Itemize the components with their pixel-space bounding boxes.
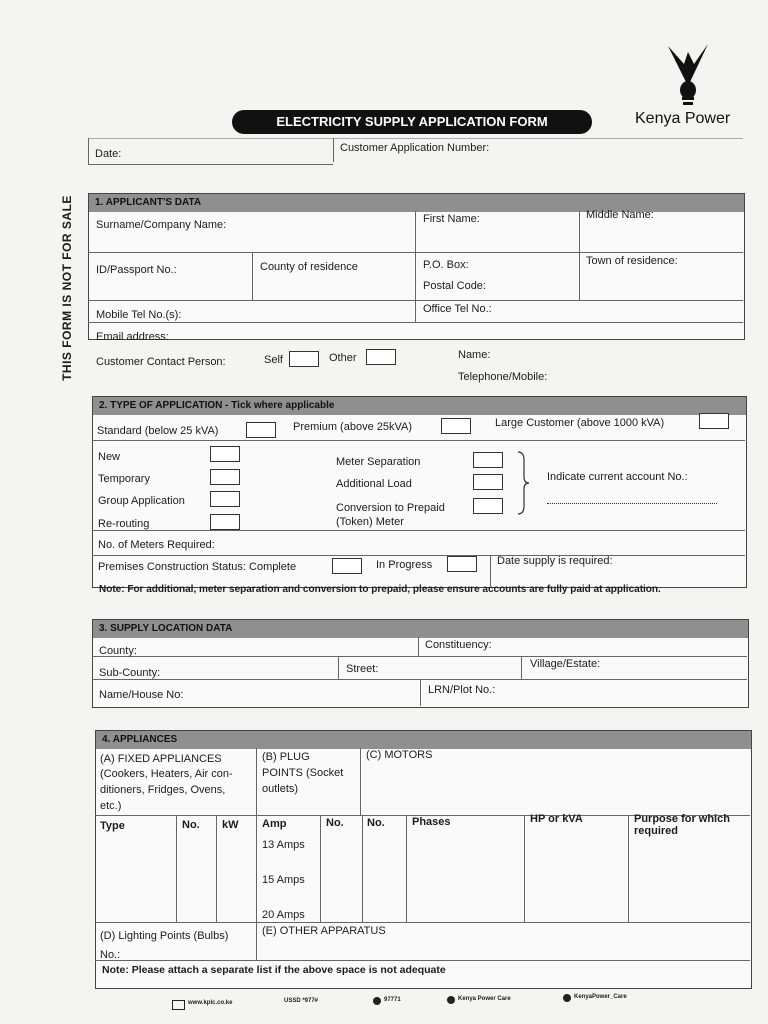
phone-icon [373,997,381,1005]
twitter-icon [563,994,571,1002]
rerouting-checkbox[interactable] [210,514,240,530]
construction-status-label: Premises Construction Status: Complete [98,561,297,573]
section-3-header: 3. SUPPLY LOCATION DATA [93,620,748,638]
other-apparatus-label: (E) OTHER APPARATUS [262,925,386,937]
application-number-label: Customer Application Number: [340,142,490,154]
office-tel-label: Office Tel No.: [423,303,492,315]
date-label: Date: [95,148,122,160]
id-passport-label: ID/Passport No.: [96,264,177,276]
lrn-plot-label: LRN/Plot No.: [428,684,496,696]
premium-checkbox[interactable] [441,418,471,434]
email-address-label: Email address: [96,331,169,343]
footer-twitter: KenyaPower_Care [574,994,627,1000]
type-column-header: Type [100,820,125,832]
group-application-checkbox[interactable] [210,491,240,507]
large-customer-checkbox[interactable] [699,413,729,429]
no-column-header: No. [182,819,200,831]
additional-load-label: Additional Load [336,478,412,490]
plug-no-column-header: No. [326,817,344,829]
po-box-label: P.O. Box: [423,259,469,271]
hp-kva-column-header: HP or kVA [530,813,583,825]
self-label: Self [264,354,283,366]
plug-points-desc-1: POINTS (Socket [262,767,344,779]
rerouting-label: Re-routing [98,518,150,530]
fixed-appliances-desc-2: ditioners, Fridges, Ovens, [100,784,226,796]
complete-checkbox[interactable] [332,558,362,574]
village-estate-label: Village/Estate: [530,658,601,670]
indicate-account-label: Indicate current account No.: [547,471,688,483]
town-of-residence-label: Town of residence: [586,255,678,267]
plug-points-desc-2: outlets) [262,783,299,795]
footer-website: www.kplc.co.ke [188,1000,233,1006]
lighting-points-label: (D) Lighting Points (Bulbs) [100,930,229,942]
in-progress-checkbox[interactable] [447,556,477,572]
mobile-tel-label: Mobile Tel No.(s): [96,309,182,321]
plug-points-label: (B) PLUG [262,751,310,763]
other-checkbox[interactable] [366,349,396,365]
standard-label: Standard (below 25 kVA) [97,425,219,437]
county-label: County: [99,645,137,657]
temporary-label: Temporary [98,473,150,485]
county-of-residence-label: County of residence [260,261,358,273]
form-title: ELECTRICITY SUPPLY APPLICATION FORM [232,110,592,134]
purpose-column-header-2: required [634,825,679,837]
surname-label: Surname/Company Name: [96,219,227,231]
middle-name-label: Middle Name: [586,209,654,221]
fixed-appliances-desc-3: etc.) [100,800,122,812]
purpose-column-header: Purpose for which [634,813,730,825]
amps-20-label: 20 Amps [262,909,305,921]
contact-person-label: Customer Contact Person: [96,356,226,368]
section-4-note: Note: Please attach a separate list if the above space is not adequate [102,964,446,976]
section-4-header: 4. APPLIANCES [96,731,751,749]
meters-required-label: No. of Meters Required: [98,539,215,551]
motor-no-column-header: No. [367,817,385,829]
section-2-header: 2. TYPE OF APPLICATION - Tick where applicable [93,397,746,415]
house-number-label: Name/House No: [99,689,184,701]
street-label: Street: [346,663,379,675]
section-1-header: 1. APPLICANT'S DATA [89,194,744,212]
new-label: New [98,451,121,463]
fixed-appliances-label: (A) FIXED APPLIANCES [100,753,222,765]
footer-sms: 97771 [384,997,401,1003]
phases-column-header: Phases [412,816,451,828]
facebook-icon [447,996,455,1004]
other-label: Other [329,352,357,364]
amps-13-label: 13 Amps [262,839,305,851]
additional-load-checkbox[interactable] [473,474,503,490]
conversion-prepaid-label: Conversion to Prepaid [336,502,445,514]
footer-ussd: USSD *977# [284,998,319,1004]
postal-code-label: Postal Code: [423,280,486,292]
in-progress-label: In Progress [376,559,433,571]
temporary-checkbox[interactable] [210,469,240,485]
kw-column-header: kW [222,819,239,831]
premium-label: Premium (above 25kVA) [293,421,413,433]
right-brace-icon [516,450,530,521]
self-checkbox[interactable] [289,351,319,367]
amp-column-header: Amp [262,818,287,830]
kenya-power-logo-icon [664,42,714,108]
first-name-label: First Name: [423,213,480,225]
section-2-note: Note: For additional, meter separation and conversion to prepaid, please ensure accounts are fully paid at application. [99,584,661,595]
fixed-appliances-desc-1: (Cookers, Heaters, Air con- [100,768,233,780]
date-supply-required-label: Date supply is required: [497,555,613,567]
lighting-points-no-label: No.: [100,949,121,961]
not-for-sale-side-text: THIS FORM IS NOT FOR SALE [60,195,74,381]
standard-checkbox[interactable] [246,422,276,438]
brand-name: Kenya Power [635,110,731,127]
meter-separation-label: Meter Separation [336,456,421,468]
sub-county-label: Sub-County: [99,667,161,679]
contact-telephone-label: Telephone/Mobile: [458,371,548,383]
group-application-label: Group Application [98,495,185,507]
footer-facebook: Kenya Power Care [458,996,511,1002]
new-checkbox[interactable] [210,446,240,462]
conversion-prepaid-checkbox[interactable] [473,498,503,514]
contact-name-label: Name: [458,349,491,361]
constituency-label: Constituency: [425,639,492,651]
large-customer-label: Large Customer (above 1000 kVA) [495,417,665,429]
laptop-icon [172,1000,185,1010]
motors-label: (C) MOTORS [366,749,433,761]
amps-15-label: 15 Amps [262,874,305,886]
meter-separation-checkbox[interactable] [473,452,503,468]
token-meter-label: (Token) Meter [336,516,404,528]
